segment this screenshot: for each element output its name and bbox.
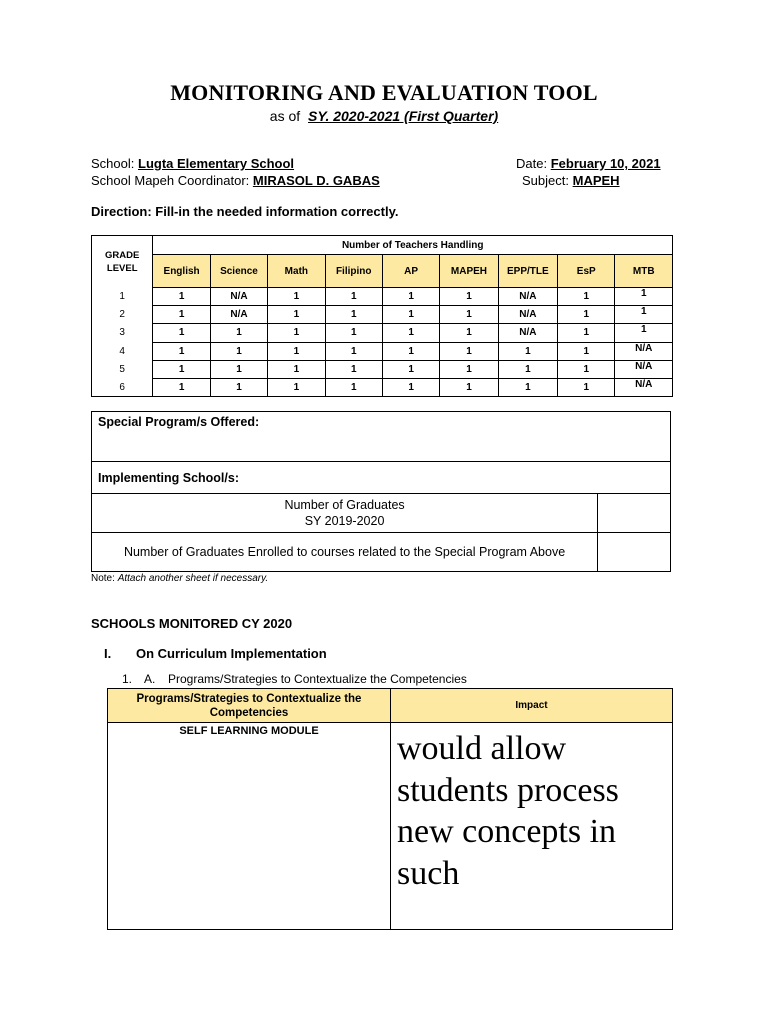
subsection-number: 1.: [122, 672, 133, 686]
teacher-count-cell[interactable]: N/A: [615, 360, 673, 378]
teacher-count-cell[interactable]: 1: [440, 306, 498, 324]
section-one-title: On Curriculum Implementation: [136, 646, 327, 661]
special-program-table: [91, 411, 671, 572]
teacher-count-cell[interactable]: 1: [325, 360, 382, 378]
teacher-count-cell[interactable]: 1: [325, 288, 382, 306]
subject-header: EPP/TLE: [498, 255, 557, 288]
note: [91, 573, 268, 584]
grade-level-header-text: GRADE LEVEL: [105, 249, 140, 274]
strategies-table: [107, 688, 673, 930]
subject-header: English: [153, 255, 210, 288]
teacher-count-cell[interactable]: 1: [153, 324, 210, 342]
document-title: MONITORING AND EVALUATION TOOL: [170, 80, 598, 105]
school-value: Lugta Elementary School: [138, 156, 295, 171]
section-one-numeral: I.: [104, 646, 112, 661]
subject-header: MTB: [615, 255, 673, 288]
program-cell[interactable]: [108, 723, 391, 930]
impact-cell[interactable]: [391, 723, 673, 930]
teacher-count-cell[interactable]: N/A: [498, 324, 557, 342]
impact-header: Impact: [391, 689, 673, 723]
direction-text: Direction: Fill-in the needed information correctly.: [91, 204, 399, 219]
teacher-count-cell[interactable]: 1: [558, 378, 615, 396]
subtitle-prefix: as of: [269, 108, 301, 124]
subject-header: Filipino: [325, 255, 382, 288]
teacher-count-cell[interactable]: 1: [382, 342, 439, 360]
school-label: School:: [91, 156, 135, 171]
grade-cell: 5: [92, 360, 153, 378]
teacher-count-cell[interactable]: 1: [615, 324, 673, 342]
graduates-label: Number of Graduates: [284, 498, 405, 512]
teacher-count-cell[interactable]: 1: [558, 360, 615, 378]
subject-header: Math: [268, 255, 325, 288]
teachers-handling-header: Number of Teachers Handling: [153, 236, 673, 255]
program-name: SELF LEARNING MODULE: [179, 725, 319, 737]
school-year: SY. 2020-2021 (First Quarter): [308, 108, 499, 124]
date-label: Date:: [516, 156, 548, 171]
note-text: Attach another sheet if necessary.: [117, 573, 269, 584]
graduates-label-cell: [92, 494, 598, 533]
table-row: [92, 342, 673, 360]
teacher-count-cell[interactable]: 1: [615, 306, 673, 324]
subject-header: AP: [382, 255, 439, 288]
teacher-count-cell[interactable]: 1: [440, 324, 498, 342]
teacher-count-cell[interactable]: 1: [153, 342, 210, 360]
strategies-header: Programs/Strategies to Contextualize the Competencies: [108, 689, 391, 723]
grade-cell: 3: [92, 324, 153, 342]
date-info: [516, 156, 661, 171]
teacher-count-cell[interactable]: 1: [615, 288, 673, 306]
teacher-count-cell[interactable]: 1: [558, 306, 615, 324]
section-one-heading: [104, 646, 327, 661]
coordinator-info: [91, 173, 380, 188]
subject-label: Subject:: [522, 173, 569, 188]
section-title: SCHOOLS MONITORED CY 2020: [91, 616, 293, 631]
subsection-title: Programs/Strategies to Contextualize the Competencies: [168, 672, 467, 686]
date-value: February 10, 2021: [550, 156, 661, 171]
teacher-count-cell[interactable]: N/A: [210, 288, 267, 306]
grade-cell: 4: [92, 342, 153, 360]
teacher-count-cell[interactable]: 1: [210, 360, 267, 378]
teacher-count-cell[interactable]: N/A: [498, 306, 557, 324]
teacher-count-cell[interactable]: 1: [558, 342, 615, 360]
teacher-count-cell[interactable]: 1: [382, 378, 439, 396]
teacher-count-cell[interactable]: 1: [325, 342, 382, 360]
teacher-count-cell[interactable]: 1: [268, 288, 325, 306]
table-row: [92, 324, 673, 342]
teacher-count-cell[interactable]: 1: [382, 360, 439, 378]
teacher-count-cell[interactable]: 1: [268, 342, 325, 360]
subject-header: EsP: [558, 255, 615, 288]
subsection-letter: A.: [144, 672, 156, 686]
note-prefix: Note:: [91, 573, 115, 584]
subject-header: Science: [210, 255, 267, 288]
subsection-heading: [122, 672, 467, 686]
graduates-value-cell[interactable]: [598, 494, 671, 533]
teacher-count-cell[interactable]: 1: [268, 324, 325, 342]
teacher-count-cell[interactable]: 1: [440, 378, 498, 396]
school-info: [91, 156, 294, 171]
coordinator-label: School Mapeh Coordinator:: [91, 173, 250, 188]
teacher-count-cell[interactable]: 1: [153, 378, 210, 396]
teacher-count-cell[interactable]: 1: [210, 378, 267, 396]
subject-header: MAPEH: [440, 255, 498, 288]
teacher-count-cell[interactable]: 1: [382, 324, 439, 342]
grade-cell: 1: [92, 288, 153, 306]
table-row: [92, 306, 673, 324]
teacher-count-cell[interactable]: 1: [325, 306, 382, 324]
teacher-count-cell[interactable]: N/A: [210, 306, 267, 324]
teacher-count-cell[interactable]: 1: [558, 324, 615, 342]
teacher-count-cell[interactable]: 1: [153, 360, 210, 378]
table-row: [92, 288, 673, 306]
teacher-count-cell[interactable]: 1: [210, 342, 267, 360]
enrolled-label-cell: [92, 533, 598, 572]
teacher-count-cell[interactable]: 1: [440, 342, 498, 360]
teacher-count-cell[interactable]: 1: [382, 288, 439, 306]
teacher-count-cell[interactable]: 1: [325, 324, 382, 342]
teacher-count-cell[interactable]: 1: [440, 360, 498, 378]
teacher-count-cell[interactable]: N/A: [615, 342, 673, 360]
document-subtitle: [0, 108, 768, 124]
teacher-count-cell[interactable]: 1: [268, 378, 325, 396]
teacher-count-cell[interactable]: 1: [325, 378, 382, 396]
impact-text: would allow students process new concepts in such: [397, 730, 619, 892]
teacher-count-cell[interactable]: 1: [498, 342, 557, 360]
teacher-count-cell[interactable]: 1: [558, 288, 615, 306]
table-row: [92, 360, 673, 378]
teacher-count-cell[interactable]: 1: [153, 306, 210, 324]
subject-value: MAPEH: [572, 173, 620, 188]
teacher-count-cell[interactable]: 1: [498, 360, 557, 378]
enrolled-label: Number of Graduates Enrolled to courses related to the Special Program Above: [123, 545, 566, 559]
table-row: [92, 378, 673, 396]
special-program-cell[interactable]: [92, 412, 671, 462]
teacher-count-cell[interactable]: 1: [498, 378, 557, 396]
implementing-school-cell[interactable]: [92, 462, 671, 494]
grade-cell: 6: [92, 378, 153, 396]
teacher-count-cell[interactable]: N/A: [615, 378, 673, 396]
graduates-year: SY 2019-2020: [304, 514, 385, 528]
implementing-school-label: Implementing School/s:: [98, 470, 239, 485]
teachers-table: [91, 235, 673, 397]
teacher-count-cell[interactable]: 1: [210, 324, 267, 342]
grade-cell: 2: [92, 306, 153, 324]
grade-level-header: [92, 236, 153, 288]
enrolled-value-cell[interactable]: [598, 533, 671, 572]
special-program-label: Special Program/s Offered:: [98, 415, 260, 429]
teacher-count-cell[interactable]: 1: [440, 288, 498, 306]
coordinator-value: MIRASOL D. GABAS: [252, 173, 380, 188]
teacher-count-cell[interactable]: 1: [268, 360, 325, 378]
teacher-count-cell[interactable]: 1: [153, 288, 210, 306]
teacher-count-cell[interactable]: 1: [268, 306, 325, 324]
teacher-count-cell[interactable]: N/A: [498, 288, 557, 306]
teacher-count-cell[interactable]: 1: [382, 306, 439, 324]
subject-info: [522, 173, 620, 188]
